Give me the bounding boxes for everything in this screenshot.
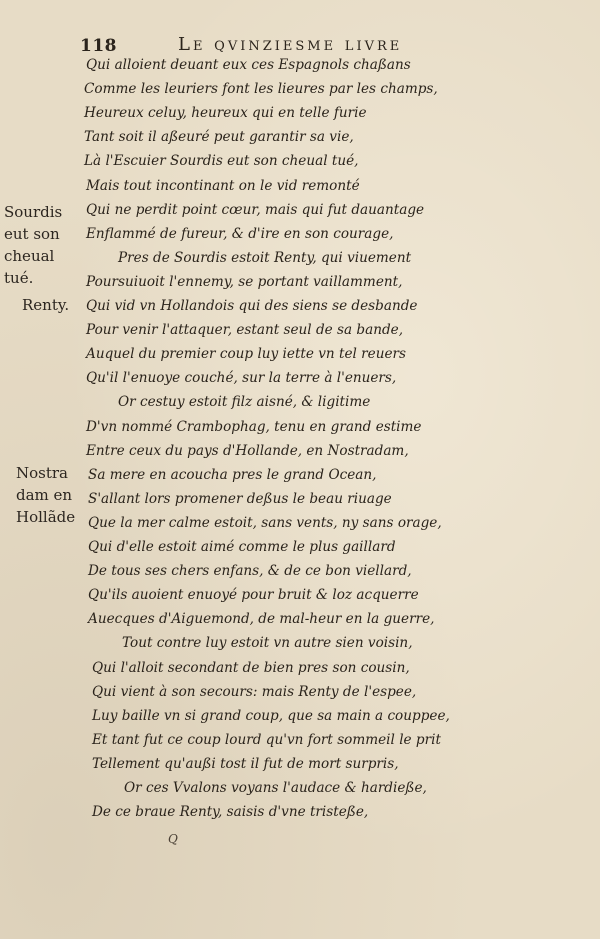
verse-line: Luy baille vn si grand coup, que sa main a couppee,: [92, 708, 450, 724]
margin-note: eut son: [4, 225, 60, 243]
verse-line: Pour venir l'attaquer, estant seul de sa bande,: [86, 322, 404, 338]
verse-line: Sa mere en acoucha pres le grand Ocean,: [88, 467, 377, 483]
margin-note: Renty.: [22, 296, 70, 314]
margin-note: Hollãde: [16, 508, 76, 526]
verse-line: Heureux celuy, heureux qui en telle furie: [84, 105, 367, 121]
verse-line: S'allant lors promener deßus le beau riuage: [88, 491, 392, 507]
verse-line: Auquel du premier coup luy iette vn tel reuers: [86, 346, 406, 362]
verse-line: De tous ses chers enfans, & de ce bon viellard,: [88, 563, 412, 579]
catchword: Q: [168, 832, 178, 846]
verse-line: Que la mer calme estoit, sans vents, ny sans orage,: [88, 515, 442, 531]
verse-line: Qu'il l'enuoye couché, sur la terre à l'enuers,: [86, 370, 397, 386]
verse-line: D'vn nommé Crambophag, tenu en grand estime: [86, 419, 422, 435]
verse-line: Tellement qu'außi tost il fut de mort surpris,: [92, 756, 399, 772]
running-head: Le qvinziesme livre: [178, 34, 403, 55]
verse-line: Tant soit il aßeuré peut garantir sa vie,: [84, 129, 354, 145]
verse-line: Tout contre luy estoit vn autre sien voisin,: [122, 635, 413, 651]
verse-line: Auecques d'Aiguemond, de mal-heur en la guerre,: [88, 611, 435, 627]
verse-line: Qui vient à son secours: mais Renty de l'espee,: [92, 684, 417, 700]
verse-line: Or cestuy estoit filz aisné, & ligitime: [118, 394, 371, 410]
margin-note: Sourdis: [4, 203, 63, 221]
margin-note: Nostra: [16, 464, 68, 482]
margin-note: dam en: [16, 486, 73, 504]
verse-line: Qu'ils auoient enuoyé pour bruit & loz acquerre: [88, 587, 419, 603]
verse-line: Qui l'alloit secondant de bien pres son cousin,: [92, 660, 410, 676]
verse-line: Enflammé de fureur, & d'ire en son courage,: [86, 226, 394, 242]
verse-line: Or ces Vvalons voyans l'audace & hardieße,: [124, 780, 427, 796]
verse-line: Qui d'elle estoit aimé comme le plus gaillard: [88, 539, 396, 555]
verse-line: Entre ceux du pays d'Hollande, en Nostradam,: [86, 443, 409, 459]
verse-line: Poursuiuoit l'ennemy, se portant vaillamment,: [86, 274, 403, 290]
verse-line: Mais tout incontinant on le vid remonté: [86, 178, 360, 194]
verse-line: Qui vid vn Hollandois qui des siens se desbande: [86, 298, 418, 314]
margin-note: tué.: [4, 269, 34, 287]
verse-line: De ce braue Renty, saisis d'vne tristeße,: [92, 804, 369, 820]
page-number: 118: [80, 36, 117, 56]
verse-line: Là l'Escuier Sourdis eut son cheual tué,: [84, 153, 359, 169]
verse-line: Qui alloient deuant eux ces Espagnols chaßans: [86, 57, 411, 73]
verse-line: Comme les leuriers font les lieures par les champs,: [84, 81, 438, 97]
margin-note: cheual: [4, 247, 55, 265]
verse-line: Pres de Sourdis estoit Renty, qui viuement: [118, 250, 412, 266]
verse-line: Qui ne perdit point cœur, mais qui fut dauantage: [86, 202, 425, 218]
verse-line: Et tant fut ce coup lourd qu'vn fort sommeil le prit: [92, 732, 441, 748]
